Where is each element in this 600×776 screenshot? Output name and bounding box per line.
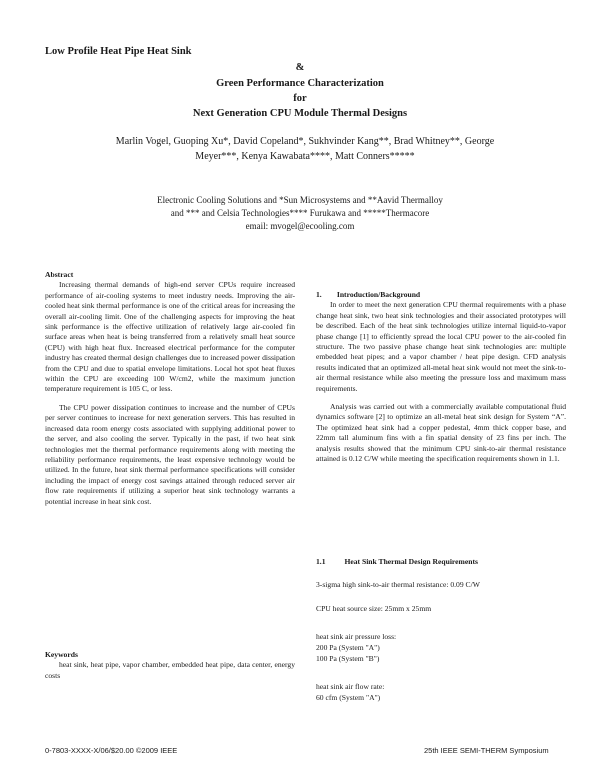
requirement-air-flow-a: 60 cfm (System "A") [316,693,381,702]
affiliation-line-1: Electronic Cooling Solutions and *Sun Microsystems and **Aavid Thermalloy [157,195,443,205]
subtitle-line-3: Next Generation CPU Module Thermal Designs [192,108,408,119]
paper-title: Low Profile Heat Pipe Heat Sink [45,46,192,57]
abstract-paragraph-1: Increasing thermal demands of high-end server CPUs require increased performance of air-cooling systems to meet industry needs. Improving the air-cooled heat sink thermal performance is one of the critical areas for increasing the overall air-cooling limit. One of the challenging aspects for improving the heat sink performance is the effective utilization of relatively large air-cooled fin surface areas when heat is being transferred from a relatively small heat source (CPU) with high heat flux. Increased electrical performance for the computer industry has created thermal design challenges due to increased power dissipation from the CPU and due to spatial envelope limitations. Local hot spot heat fluxes within the CPU are exceeding 100 W/cm2, while the maximum junction temperature requirement is 105 C, or less. [45,280,295,394]
introduction-heading: 1. Introduction/Background [316,290,421,299]
affiliations [100,194,500,233]
requirement-heat-source-size: CPU heat source size: 25mm x 25mm [316,604,432,613]
footer-venue: 25th IEEE SEMI-THERM Symposium [424,746,549,755]
abstract-section [45,270,295,507]
requirement-air-flow-label: heat sink air flow rate: [316,682,385,691]
subtitle-line-2: for [293,93,307,104]
requirement-thermal-resistance: 3-sigma high sink-to-air thermal resistance: 0.09 C/W [316,580,480,589]
title-ampersand: & [295,62,305,73]
author-line-2: Meyer***, Kenya Kawabata****, Matt Conners***** [195,151,415,162]
subtitle-line-1: Green Performance Characterization [216,78,384,89]
introduction-paragraph-1: In order to meet the next generation CPU thermal requirements with a phase change heat sink, two heat sink technologies and their associated prototypes will be described. Each of the heat sink technologies utilize internal liquid-to-vapor phase change [1] to efficiently spread the local CPU power to the air-cooled fin structure. The two passive phase change heat sink technologies are: multiple embedded heat pipes; and a vapor chamber / heat pipe design. CFD analysis results indicated that an optimized all-metal heat sink would not meet the sink-to-air thermal resistance while also meeting the pressure loss and maximum mass requirements. [316,300,566,393]
introduction-section [316,290,566,465]
keywords-heading: Keywords [45,650,78,659]
footer-copyright: 0-7803-XXXX-X/06/$20.00 ©2009 IEEE [45,746,178,755]
abstract-heading: Abstract [45,270,74,279]
requirement-pressure-loss-b: 100 Pa (System "B") [316,654,380,663]
author-line-1: Marlin Vogel, Guoping Xu*, David Copeland*, Sukhvinder Kang**, Brad Whitney**, George [115,136,495,147]
affiliation-line-2: and *** and Celsia Technologies**** Furukawa and *****Thermacore [170,208,430,218]
keywords-section [45,650,295,681]
introduction-paragraph-2: Analysis was carried out with a commercially available computational fluid dynamics software [2] to optimize an all-metal heat sink design for System “A”. The optimized heat sink had a copper pedestal, 4mm thick copper base, and 22mm tall aluminum fins with a fin spatial density of 23 fins per inch. The analysis results showed that the minimum CPU sink-to-air thermal resistance attained is 0.12 C/W while meeting the specification requirements shown in 1.1. [316,402,566,464]
contact-email: email: mvogel@ecooling.com [245,221,355,231]
keywords-text: heat sink, heat pipe, vapor chamber, embedded heat pipe, data center, energy costs [45,660,295,680]
requirement-pressure-loss-a: 200 Pa (System "A") [316,643,380,652]
author-list [80,134,530,164]
abstract-paragraph-2: The CPU power dissipation continues to increase and the number of CPUs per server continues to increase for next generation servers. This has resulted in increased data room energy costs associated with supplying additional power to the server, and also cooling the server. Typically in the past, if two heat sink technologies met the thermal performance requirements along with meeting the reliability performance requirements, the least expensive technology would be utilized. In the future, heat sink thermal performance specifications will consider including the impact of energy cost savings attained through reduced server air flow rate requirements if utilizing a superior heat sink technology warrants a potential increase in heat sink cost. [45,402,295,506]
requirement-pressure-loss-label: heat sink air pressure loss: [316,632,397,641]
requirements-heading: 1.1 Heat Sink Thermal Design Requirements [316,557,478,566]
